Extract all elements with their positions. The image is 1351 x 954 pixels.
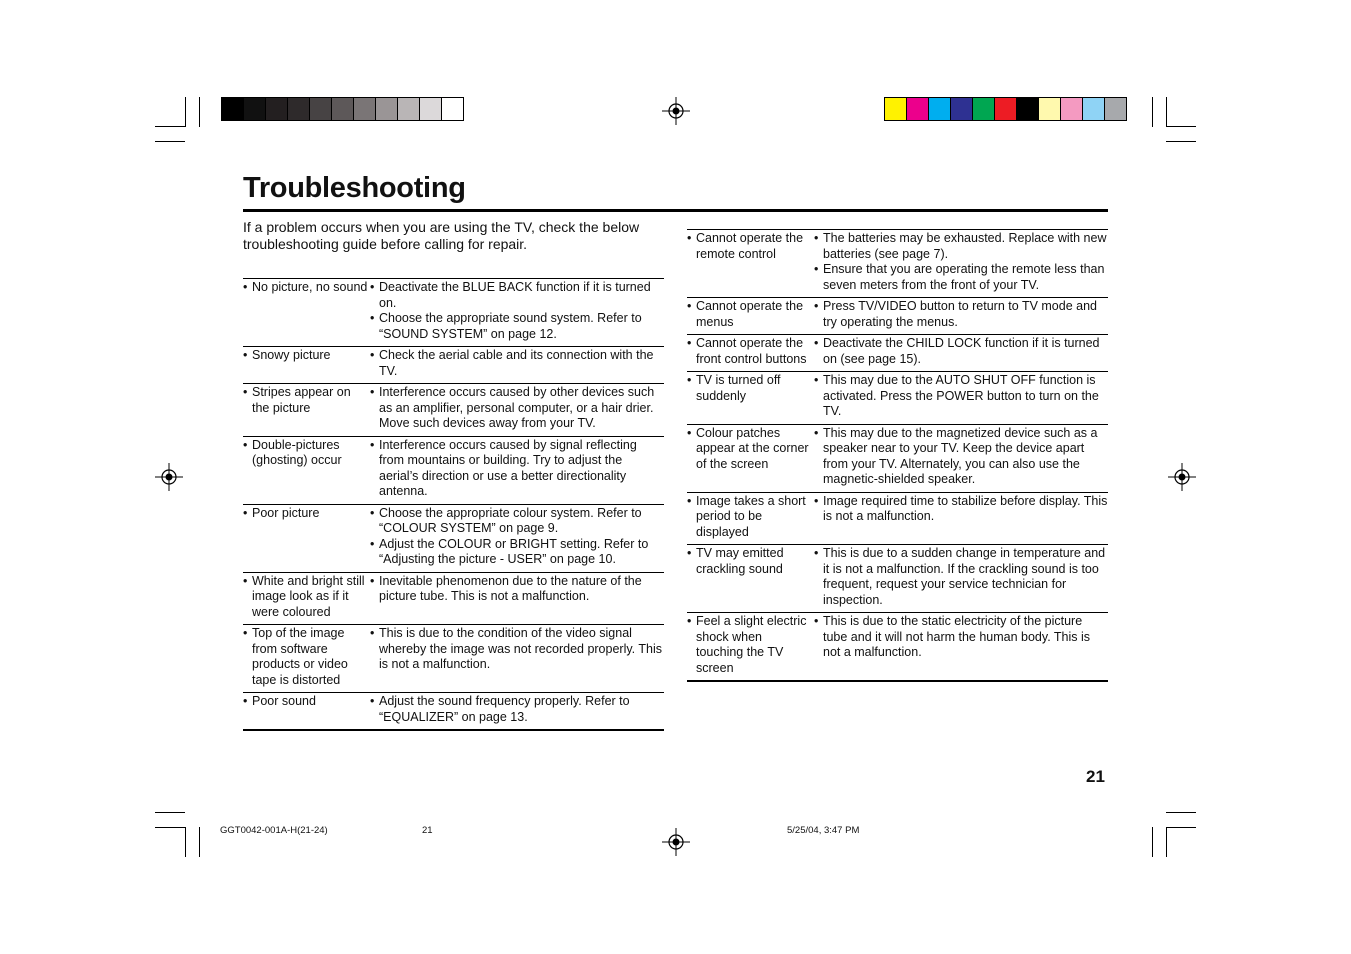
table-row <box>687 334 1108 371</box>
bullet: • <box>814 493 819 508</box>
table-row <box>243 279 664 346</box>
registration-mark-icon <box>155 463 183 491</box>
solution <box>370 438 664 500</box>
solution <box>370 311 664 342</box>
solution-text: The batteries may be exhausted. Replace with new batteries (see page 7). <box>823 231 1107 261</box>
color-swatch <box>244 98 266 120</box>
problem-cell <box>243 693 370 729</box>
bullet: • <box>243 385 248 399</box>
page-title: Troubleshooting <box>243 172 466 204</box>
solution <box>370 348 664 379</box>
table-row <box>687 544 1108 612</box>
bullet: • <box>814 336 819 350</box>
solution-cell <box>370 437 664 504</box>
problem <box>243 280 368 296</box>
solution-text: Adjust the COLOUR or BRIGHT setting. Refer to “Adjusting the picture - USER” on page 10. <box>379 536 649 566</box>
table-row <box>243 383 664 436</box>
bullet: • <box>370 694 375 708</box>
color-swatch <box>266 98 288 120</box>
problem-cell <box>687 298 814 334</box>
color-swatch <box>1061 98 1083 120</box>
color-swatch <box>332 98 354 120</box>
solution-text: This is due to a sudden change in temperature and it is not a malfunction. If the crackling sound is too frequent, request your service technician for inspection. <box>823 546 1106 607</box>
color-swatch <box>354 98 376 120</box>
bullet: • <box>243 573 248 588</box>
bullet: • <box>687 493 692 508</box>
bullet: • <box>370 505 375 520</box>
problem-cell <box>243 437 370 504</box>
solution <box>814 299 1108 330</box>
page-number: 21 <box>1086 767 1105 786</box>
color-swatch <box>376 98 398 120</box>
table-row <box>687 424 1108 492</box>
solution-text: Interference occurs caused by other devices such as an amplifier, personal computer, or a hair drier. Move such devices away from your TV. <box>379 385 655 430</box>
color-swatch <box>398 98 420 120</box>
bullet: • <box>814 373 819 387</box>
solution <box>370 385 664 432</box>
bullet: • <box>687 373 692 387</box>
solution-text: Interference occurs caused by signal reflecting from mountains or building. Try to adjust the aerial’s direction or use a better directionality antenna. <box>379 437 637 498</box>
solution <box>814 231 1108 262</box>
solution <box>814 426 1108 488</box>
problem-cell <box>687 372 814 424</box>
problem <box>243 694 368 710</box>
table-row <box>243 624 664 692</box>
solution-cell <box>814 298 1108 334</box>
solution-cell <box>370 384 664 436</box>
bullet: • <box>814 299 819 313</box>
bullet: • <box>687 425 692 440</box>
color-swatch <box>310 98 332 120</box>
footer-datetime: 5/25/04, 3:47 PM <box>787 825 860 836</box>
color-swatch <box>1017 98 1039 120</box>
color-swatch <box>995 98 1017 120</box>
problem-text: Feel a slight electric shock when touching the TV screen <box>696 614 807 675</box>
problem-text: Cannot operate the menus <box>696 299 804 329</box>
table-row <box>243 346 664 383</box>
intro-paragraph: If a problem occurs when you are using the TV, check the below troubleshooting guide before calling for repair. <box>243 219 640 252</box>
problem-cell <box>243 279 370 346</box>
color-swatch <box>929 98 951 120</box>
solution <box>370 694 664 725</box>
bullet: • <box>243 437 248 452</box>
solution-text: Check the aerial cable and its connection with the TV. <box>379 348 654 378</box>
footer-page: 21 <box>422 825 433 836</box>
problem <box>687 373 812 404</box>
bullet: • <box>687 336 692 350</box>
problem <box>687 336 812 367</box>
color-swatch <box>1039 98 1061 120</box>
problem-text: Stripes appear on the picture <box>252 385 351 415</box>
problem <box>243 348 368 364</box>
solution-cell <box>370 347 664 383</box>
bullet: • <box>687 614 692 628</box>
solution-text: Inevitable phenomenon due to the nature of the picture tube. This is not a malfunction. <box>379 573 642 603</box>
solution-cell <box>370 573 664 625</box>
bullet: • <box>243 280 248 294</box>
problem-text: Poor picture <box>252 505 320 520</box>
solution-cell <box>814 335 1108 371</box>
bullet: • <box>370 573 375 588</box>
table-row <box>243 436 664 504</box>
table-row <box>687 297 1108 334</box>
solution-cell <box>370 625 664 692</box>
table-row <box>243 572 664 625</box>
problem <box>687 614 812 676</box>
problem <box>243 506 368 522</box>
solution-text: Deactivate the CHILD LOCK function if it is turned on (see page 15). <box>823 336 1100 366</box>
problem <box>687 546 812 577</box>
color-swatch <box>907 98 929 120</box>
title-rule <box>243 209 1108 212</box>
solution-text: This is due to the condition of the video signal whereby the image was not recorded properly. This is not a malfunction. <box>379 626 663 671</box>
solution <box>370 537 664 568</box>
solution-cell <box>370 693 664 729</box>
bullet: • <box>814 425 819 440</box>
solution-cell <box>814 545 1108 612</box>
solution-text: This may due to the magnetized device such as a speaker near to your TV. Keep the device apart from your TV. Alternately, you can also use the magnetic-shielded speaker. <box>823 425 1098 486</box>
solution-text: Press TV/VIDEO button to return to TV mode and try operating the menus. <box>823 299 1097 329</box>
bullet: • <box>370 311 375 325</box>
problem-cell <box>687 493 814 545</box>
problem-cell <box>687 613 814 680</box>
problem <box>687 426 812 473</box>
table-row <box>687 371 1108 424</box>
troubleshooting-table-right <box>687 229 1108 682</box>
bullet: • <box>370 437 375 452</box>
color-swatch <box>1105 98 1126 120</box>
problem-text: No picture, no sound <box>252 280 368 294</box>
solution-text: Deactivate the BLUE BACK function if it is turned on. <box>379 280 651 310</box>
problem <box>687 299 812 330</box>
grayscale-calibration-bar <box>221 97 464 121</box>
color-swatch <box>973 98 995 120</box>
color-swatch <box>951 98 973 120</box>
problem-cell <box>243 625 370 692</box>
problem-cell <box>243 573 370 625</box>
problem-cell <box>243 347 370 383</box>
solution <box>814 546 1108 608</box>
color-swatch <box>885 98 907 120</box>
solution-cell <box>814 425 1108 492</box>
solution-text: This is due to the static electricity of the picture tube and it will not harm the human body. This is not a malfunction. <box>823 614 1091 659</box>
problem-text: Cannot operate the front control buttons <box>696 336 807 366</box>
bullet: • <box>814 231 819 245</box>
solution <box>814 494 1108 525</box>
color-swatch <box>442 98 463 120</box>
table-row <box>687 230 1108 297</box>
solution-cell <box>370 279 664 346</box>
bullet: • <box>370 536 375 551</box>
bullet: • <box>370 385 375 399</box>
problem-text: Snowy picture <box>252 348 331 362</box>
solution <box>370 574 664 605</box>
bullet: • <box>243 348 248 362</box>
problem-cell <box>687 425 814 492</box>
solution <box>814 614 1108 661</box>
bullet: • <box>814 546 819 560</box>
solution-cell <box>814 493 1108 545</box>
solution-text: Adjust the sound frequency properly. Refer to “EQUALIZER” on page 13. <box>379 694 630 724</box>
bullet: • <box>814 614 819 628</box>
solution <box>370 626 664 673</box>
solution-text: Choose the appropriate colour system. Refer to “COLOUR SYSTEM” on page 9. <box>379 505 642 535</box>
bullet: • <box>370 348 375 362</box>
bullet: • <box>243 626 248 640</box>
troubleshooting-table-left <box>243 278 664 731</box>
registration-mark-icon <box>662 97 690 125</box>
color-swatch <box>222 98 244 120</box>
table-row <box>687 612 1108 680</box>
problem <box>687 231 812 262</box>
color-swatch <box>1083 98 1105 120</box>
problem-cell <box>687 545 814 612</box>
solution <box>370 280 664 311</box>
problem <box>243 626 368 688</box>
problem-text: Double-pictures (ghosting) occur <box>252 437 342 467</box>
bullet: • <box>687 546 692 560</box>
color-calibration-bar <box>884 97 1127 121</box>
problem-text: TV is turned off suddenly <box>696 373 781 403</box>
solution-cell <box>814 230 1108 297</box>
solution-text: Choose the appropriate sound system. Refer to “SOUND SYSTEM” on page 12. <box>379 311 642 341</box>
footer-code: GGT0042-001A-H(21-24) <box>220 825 328 836</box>
problem-text: TV may emitted crackling sound <box>696 546 784 576</box>
problem-cell <box>243 384 370 436</box>
problem-text: Colour patches appear at the corner of the screen <box>696 425 809 471</box>
color-swatch <box>288 98 310 120</box>
problem <box>243 438 368 469</box>
table-row <box>243 692 664 729</box>
problem-text: Cannot operate the remote control <box>696 231 804 261</box>
problem-cell <box>687 230 814 297</box>
problem-text: Top of the image from software products or video tape is distorted <box>252 626 348 687</box>
solution-text: This may due to the AUTO SHUT OFF function is activated. Press the POWER button to turn on the TV. <box>823 373 1099 418</box>
solution <box>814 373 1108 420</box>
solution-cell <box>814 613 1108 680</box>
bullet: • <box>243 694 248 708</box>
table-row <box>687 492 1108 545</box>
solution <box>370 506 664 537</box>
solution <box>814 336 1108 367</box>
registration-mark-icon <box>662 828 690 856</box>
problem-cell <box>243 505 370 572</box>
bullet: • <box>370 280 375 294</box>
bullet: • <box>370 626 375 640</box>
problem <box>687 494 812 541</box>
bullet: • <box>243 505 248 520</box>
solution-text: Ensure that you are operating the remote less than seven meters from the front of your TV. <box>823 262 1105 292</box>
registration-mark-icon <box>1168 463 1196 491</box>
solution-text: Image required time to stabilize before display. This is not a malfunction. <box>823 493 1108 523</box>
solution-cell <box>814 372 1108 424</box>
problem-cell <box>687 335 814 371</box>
problem-text: Image takes a short period to be displayed <box>696 493 806 539</box>
problem <box>243 574 368 621</box>
problem-text: White and bright still image look as if it were coloured <box>252 573 365 619</box>
bullet: • <box>687 231 692 245</box>
solution <box>814 262 1108 293</box>
table-row <box>243 504 664 572</box>
solution-cell <box>370 505 664 572</box>
bullet: • <box>687 299 692 313</box>
problem <box>243 385 368 416</box>
bullet: • <box>814 262 819 276</box>
color-swatch <box>420 98 442 120</box>
problem-text: Poor sound <box>252 694 316 708</box>
